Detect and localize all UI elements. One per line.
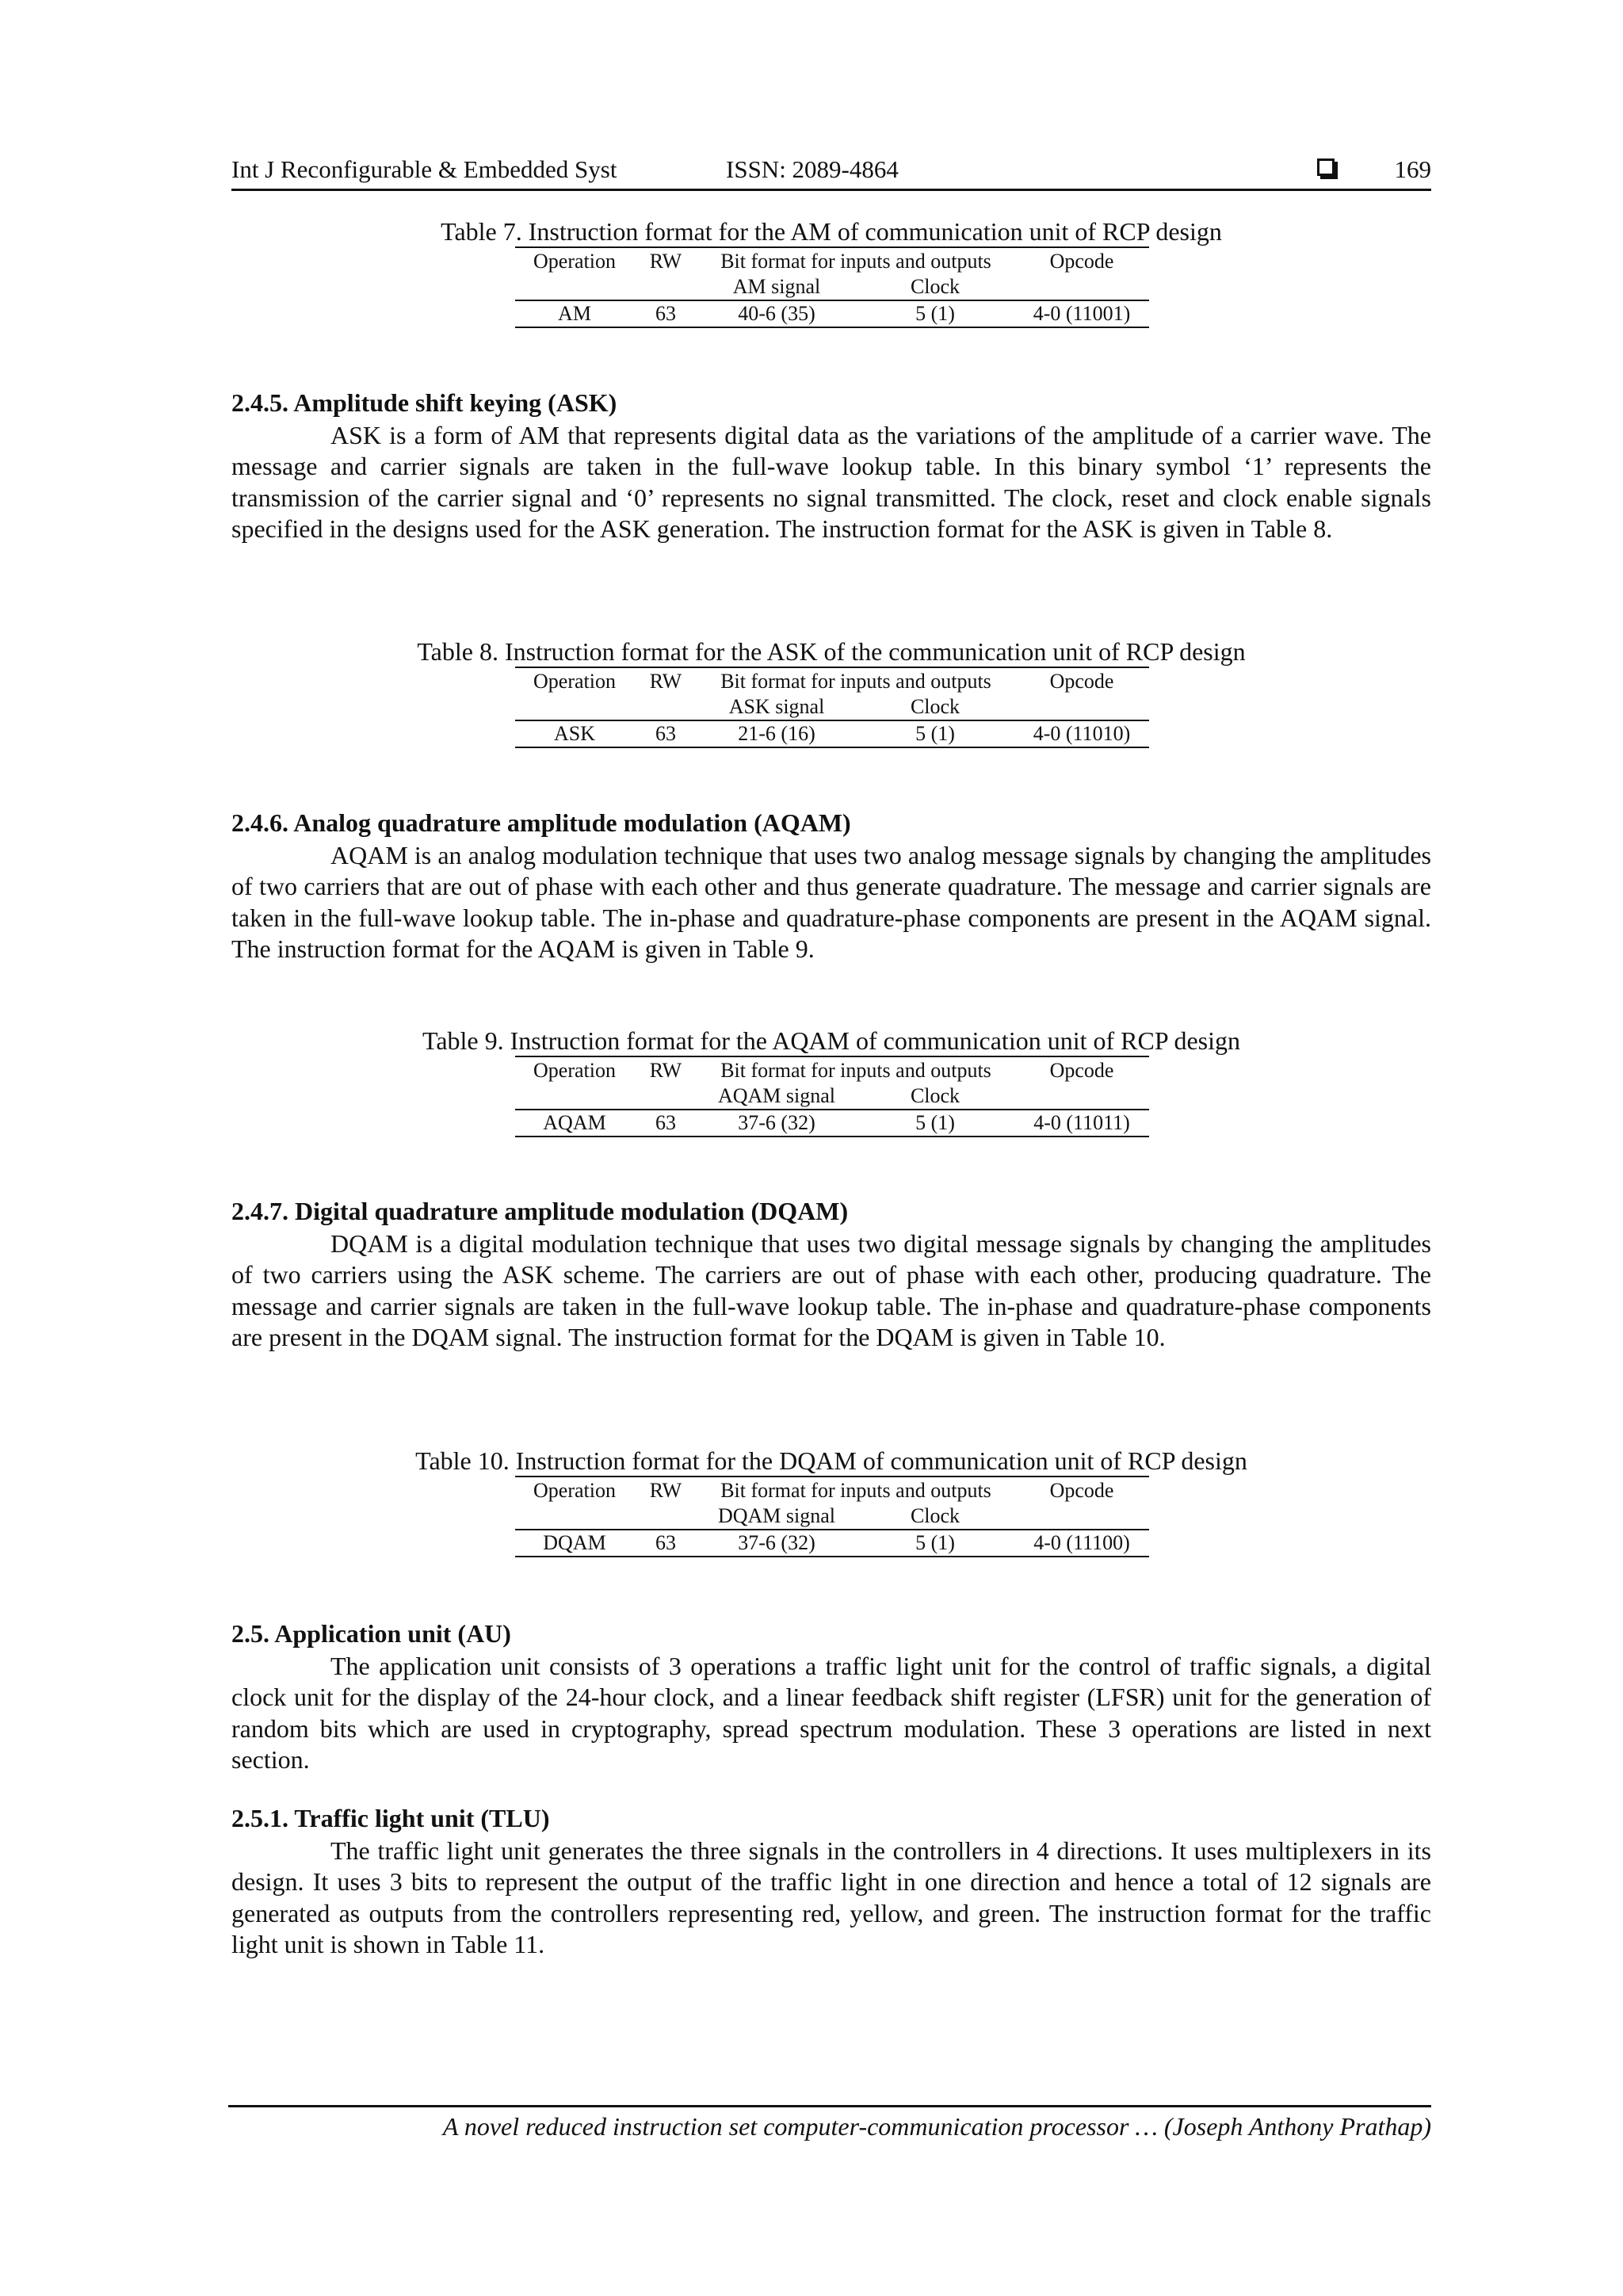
table-7-caption: Table 7. Instruction format for the AM of communication unit of RCP design — [441, 217, 1222, 246]
cell-operation: DQAM — [515, 1530, 634, 1557]
col-header-opcode: Opcode — [1049, 250, 1114, 273]
cell-rw: 63 — [634, 1110, 697, 1137]
col-header-opcode: Opcode — [1049, 1059, 1114, 1082]
cell-rw: 63 — [634, 720, 697, 747]
cell-opcode: 4-0 (11010) — [1014, 720, 1149, 747]
cell-opcode: 4-0 (11011) — [1014, 1110, 1149, 1137]
col-header-signal: ASK signal — [697, 694, 856, 720]
col-header-signal: DQAM signal — [697, 1503, 856, 1530]
cell-rw: 63 — [634, 300, 697, 327]
section-heading-2-5-1: 2.5.1. Traffic light unit (TLU) — [231, 1804, 550, 1832]
col-header-bit-format: Bit format for inputs and outputs — [720, 250, 991, 273]
col-header-operation: Operation — [533, 250, 616, 273]
table-10-caption: Table 10. Instruction format for the DQAM of communication unit of RCP design — [415, 1446, 1247, 1475]
table-row — [515, 1110, 1149, 1137]
issn: ISSN: 2089-4864 — [726, 155, 899, 183]
cell-rw: 63 — [634, 1530, 697, 1557]
section-paragraph-2-4-6: AQAM is an analog modulation technique that uses two analog message signals by changing the amplitudes of two carriers that are out of phase with each other and thus generate quadrature. The message and carrier signals are taken in the full-wave lookup table. The in-phase and quadrature-phase components are present in the AQAM signal. The instruction format for the AQAM is given in Table 9. — [231, 841, 1431, 964]
col-header-rw: RW — [649, 1479, 682, 1502]
cell-opcode: 4-0 (11100) — [1014, 1530, 1149, 1557]
table-10-top-rule — [515, 1476, 1149, 1477]
col-header-operation: Operation — [533, 1479, 616, 1502]
table-9-top-rule — [515, 1056, 1149, 1057]
section-paragraph-2-4-7: DQAM is a digital modulation technique that uses two digital message signals by changing the amplitudes of two carriers using the ASK scheme. The carriers are out of phase with each other, producing quadrature. The message and carrier signals are taken in the full-wave lookup table. The in-phase and quadrature-phase components are present in the DQAM signal. The instruction format for the DQAM is given in Table 10. — [231, 1229, 1431, 1352]
col-header-rw: RW — [649, 670, 682, 693]
cell-clock: 5 (1) — [856, 720, 1014, 747]
col-header-signal: AM signal — [697, 274, 856, 300]
page-header — [231, 155, 1431, 191]
table-7-top-rule — [515, 246, 1149, 248]
cell-operation: AQAM — [515, 1110, 634, 1137]
table-row — [515, 720, 1149, 747]
section-heading-2-4-7: 2.4.7. Digital quadrature amplitude modulation (DQAM) — [231, 1197, 849, 1225]
square-bullet-icon — [1317, 159, 1335, 176]
col-header-clock: Clock — [856, 1083, 1014, 1110]
col-header-operation: Operation — [533, 670, 616, 693]
table-row — [515, 300, 1149, 327]
cell-signal: 40-6 (35) — [697, 300, 856, 327]
cell-clock: 5 (1) — [856, 1110, 1014, 1137]
cell-signal: 37-6 (32) — [697, 1530, 856, 1557]
col-header-bit-format: Bit format for inputs and outputs — [720, 670, 991, 693]
col-header-operation: Operation — [533, 1059, 616, 1082]
section-heading-2-4-5: 2.4.5. Amplitude shift keying (ASK) — [231, 388, 617, 417]
cell-clock: 5 (1) — [856, 300, 1014, 327]
journal-name: Int J Reconfigurable & Embedded Syst — [231, 155, 617, 183]
table-8 — [515, 669, 1149, 748]
col-header-opcode: Opcode — [1049, 670, 1114, 693]
col-header-signal: AQAM signal — [697, 1083, 856, 1110]
cell-operation: AM — [515, 300, 634, 327]
table-8-caption: Table 8. Instruction format for the ASK of the communication unit of RCP design — [417, 637, 1246, 666]
section-paragraph-2-5-1: The traffic light unit generates the three signals in the controllers in 4 directions. It uses multiplexers in its design. It uses 3 bits to represent the output of the traffic light in one direction and hence a total of 12 signals are generated as outputs from the controllers representing red, yellow, and green. The instruction format for the traffic light unit is shown in Table 11. — [231, 1836, 1431, 1959]
col-header-clock: Clock — [856, 694, 1014, 720]
cell-opcode: 4-0 (11001) — [1014, 300, 1149, 327]
col-header-opcode: Opcode — [1049, 1479, 1114, 1502]
col-header-bit-format: Bit format for inputs and outputs — [720, 1059, 991, 1082]
cell-signal: 21-6 (16) — [697, 720, 856, 747]
table-8-top-rule — [515, 667, 1149, 668]
cell-clock: 5 (1) — [856, 1530, 1014, 1557]
page-number: 169 — [1394, 155, 1431, 183]
table-10 — [515, 1478, 1149, 1557]
col-header-bit-format: Bit format for inputs and outputs — [720, 1479, 991, 1502]
cell-signal: 37-6 (32) — [697, 1110, 856, 1137]
section-heading-2-4-6: 2.4.6. Analog quadrature amplitude modulation (AQAM) — [231, 808, 851, 837]
col-header-clock: Clock — [856, 274, 1014, 300]
section-paragraph-2-5: The application unit consists of 3 operations a traffic light unit for the control of traffic signals, a digital clock unit for the display of the 24-hour clock, and a linear feedback shift register (LFSR) unit for the generation of random bits which are used in cryptography, spread spectrum modulation. These 3 operations are listed in next section. — [231, 1652, 1431, 1775]
section-heading-2-5: 2.5. Application unit (AU) — [231, 1619, 511, 1648]
table-row — [515, 1530, 1149, 1557]
page-footer: A novel reduced instruction set computer-communication processor … (Joseph Anthony Prathap) — [228, 2105, 1431, 2141]
table-7 — [515, 249, 1149, 328]
section-paragraph-2-4-5: ASK is a form of AM that represents digital data as the variations of the amplitude of a carrier wave. The message and carrier signals are taken in the full-wave lookup table. In this binary symbol ‘1’ represents the transmission of the carrier signal and ‘0’ represents no signal transmitted. The clock, reset and clock enable signals specified in the designs used for the ASK generation. The instruction format for the ASK is given in Table 8. — [231, 421, 1431, 544]
table-9 — [515, 1058, 1149, 1137]
col-header-rw: RW — [649, 1059, 682, 1082]
cell-operation: ASK — [515, 720, 634, 747]
col-header-rw: RW — [649, 250, 682, 273]
table-9-caption: Table 9. Instruction format for the AQAM of communication unit of RCP design — [422, 1026, 1240, 1055]
col-header-clock: Clock — [856, 1503, 1014, 1530]
